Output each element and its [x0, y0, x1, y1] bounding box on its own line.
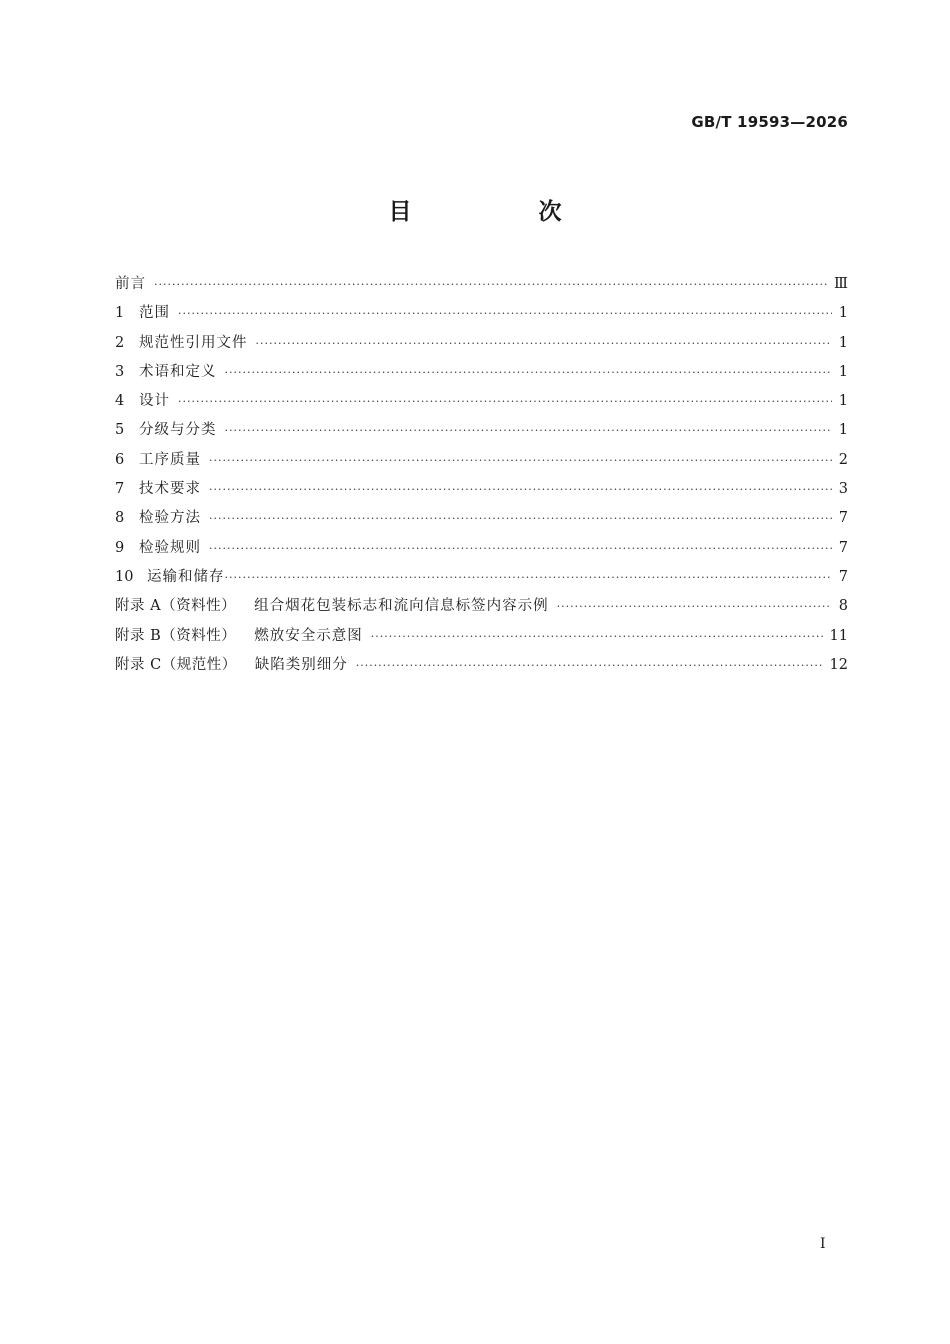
toc-entry-annex-a[interactable]	[115, 592, 848, 621]
toc-leader-dots	[209, 475, 832, 504]
toc-leader-dots	[209, 534, 832, 563]
toc-page-number: 1	[838, 393, 848, 410]
toc-entry-inspection-rules[interactable]	[115, 534, 848, 563]
page-title: 目 次	[388, 199, 614, 225]
toc-entry-number: 2	[115, 334, 125, 351]
toc-entry-number: 8	[115, 510, 125, 527]
toc-entry-classification[interactable]	[115, 416, 848, 445]
toc-entry-label: 技术要求	[139, 481, 201, 498]
toc-entry-label: 工序质量	[139, 451, 201, 468]
toc-entry-foreword[interactable]	[115, 270, 848, 299]
toc-entry-technical-requirements[interactable]	[115, 475, 848, 504]
toc-page-number: 7	[838, 510, 848, 527]
toc-entry-label: 运输和储存	[147, 568, 225, 585]
toc-entry-label: 范围	[139, 305, 170, 322]
toc-entry-number: 3	[115, 363, 125, 380]
toc-page-number: 1	[838, 334, 848, 351]
toc-leader-dots	[256, 329, 833, 358]
toc-entry-terms[interactable]	[115, 358, 848, 387]
toc-entry-number: 7	[115, 481, 125, 498]
toc-entry-number: 1	[115, 305, 125, 322]
toc-annex-number: 附录 C（规范性）	[115, 656, 237, 673]
toc-annex-number: 附录 B（资料性）	[115, 627, 237, 644]
toc-entry-transport-storage[interactable]	[115, 563, 848, 592]
toc-page-number: 7	[838, 568, 848, 585]
toc-entry-label: 检验规则	[139, 539, 201, 556]
toc-entry-label: 燃放安全示意图	[254, 627, 363, 644]
toc-entry-test-methods[interactable]	[115, 504, 848, 533]
toc-entry-scope[interactable]	[115, 299, 848, 328]
toc-entry-normative-references[interactable]	[115, 329, 848, 358]
toc-entry-annex-c[interactable]	[115, 651, 848, 680]
toc-leader-dots	[225, 416, 833, 445]
toc-entry-design[interactable]	[115, 387, 848, 416]
toc-entry-label: 规范性引用文件	[139, 334, 248, 351]
toc-entry-label: 术语和定义	[139, 363, 217, 380]
toc-leader-dots	[178, 387, 832, 416]
toc-entry-number: 5	[115, 422, 125, 439]
toc-entry-label: 设计	[139, 393, 170, 410]
standard-code: GB/T 19593—2026	[691, 113, 848, 131]
toc-page-number: 1	[838, 363, 848, 380]
toc-entry-number: 6	[115, 451, 125, 468]
toc-page-number: 12	[829, 656, 848, 673]
toc-leader-dots	[371, 622, 824, 651]
toc-entry-number: 9	[115, 539, 125, 556]
toc-page-number: 8	[838, 598, 848, 615]
toc-page-number: Ⅲ	[834, 276, 848, 292]
toc-page-number: 2	[838, 451, 848, 468]
toc-entry-label: 检验方法	[139, 510, 201, 527]
toc-page-number: 11	[829, 627, 848, 644]
toc-entry-label: 前言	[115, 276, 146, 292]
toc-leader-dots	[154, 270, 828, 299]
toc-entry-label: 缺陷类别细分	[254, 656, 348, 673]
toc-leader-dots	[557, 592, 832, 621]
toc-leader-dots	[209, 504, 832, 533]
table-of-contents	[115, 270, 848, 680]
toc-entry-label: 分级与分类	[139, 422, 217, 439]
toc-leader-dots	[356, 651, 824, 680]
toc-entry-process-quality[interactable]	[115, 446, 848, 475]
toc-page-number: 3	[838, 481, 848, 498]
toc-leader-dots	[178, 299, 832, 328]
toc-page-number: 1	[838, 305, 848, 322]
toc-leader-dots	[225, 358, 833, 387]
toc-page-number: 1	[838, 422, 848, 439]
toc-entry-number: 4	[115, 393, 125, 410]
page-number: I	[820, 1236, 826, 1252]
toc-entry-number: 10	[115, 568, 134, 585]
toc-entry-annex-b[interactable]	[115, 622, 848, 651]
toc-leader-dots	[209, 446, 832, 475]
toc-entry-label: 组合烟花包装标志和流向信息标签内容示例	[254, 598, 549, 615]
toc-page-number: 7	[838, 539, 848, 556]
toc-leader-dots	[225, 563, 833, 592]
toc-annex-number: 附录 A（资料性）	[115, 598, 237, 615]
